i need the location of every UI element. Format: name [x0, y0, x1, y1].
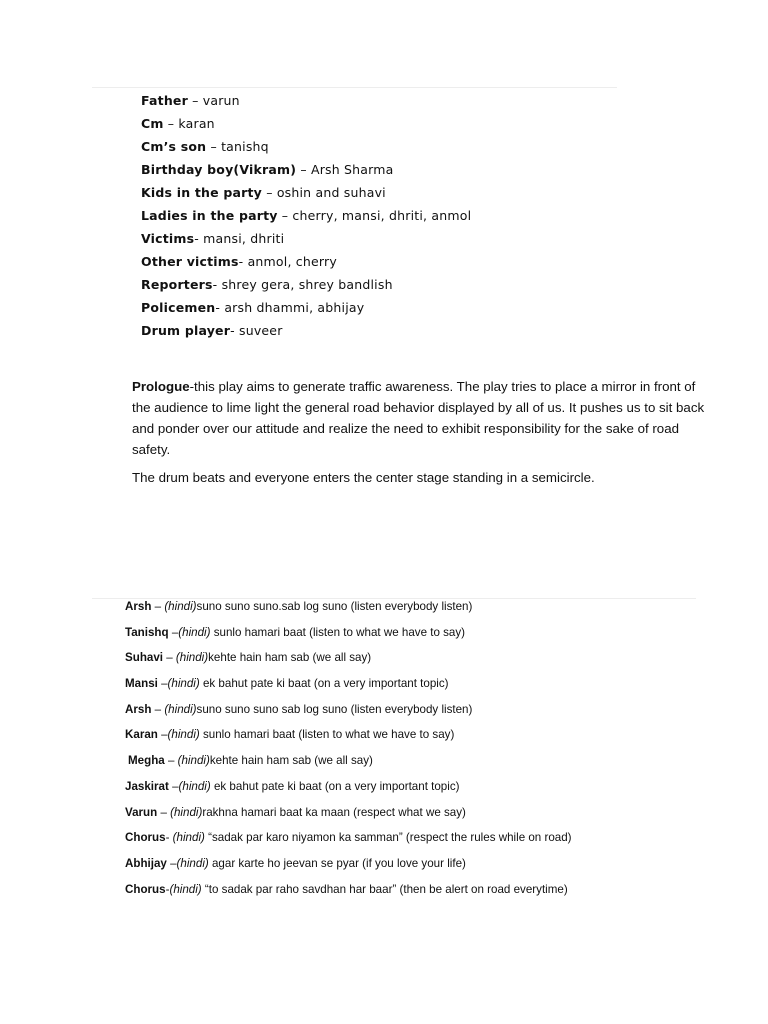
cast-separator: -: [212, 277, 222, 292]
cast-separator: –: [187, 93, 203, 108]
dialogue-separator: –: [157, 677, 168, 691]
language-tag: (hindi): [176, 856, 209, 870]
cast-role: Birthday boy(Vikram): [141, 162, 297, 177]
speaker-name: Chorus: [125, 831, 166, 845]
cast-role: Kids in the party: [141, 185, 263, 200]
cast-actors: oshin and suhavi: [276, 185, 386, 200]
dialogue-text: kehte hain ham sab (we all say): [208, 651, 372, 665]
cast-separator: -: [230, 323, 239, 338]
language-tag: (hindi): [164, 600, 197, 613]
speaker-name: Abhijay: [125, 856, 167, 870]
dialogue-separator: –: [151, 600, 165, 613]
cast-separator: -: [238, 254, 248, 269]
dialogue-line: [125, 673, 572, 699]
cast-item: [141, 319, 471, 342]
speaker-name: Arsh: [125, 702, 152, 716]
cast-role: Drum player: [141, 323, 231, 338]
cast-actors: cherry, mansi, dhriti, anmol: [292, 208, 472, 223]
prologue-text: -this play aims to generate traffic awareness. The play tries to place a mirror in front of the audience to lime light the general road behavior displayed by all of us. It pushes us to sit back and ponder over our attitude and realize the need to exhibit responsibility for the sake of road safety.: [132, 379, 705, 457]
cast-separator: –: [206, 139, 222, 154]
cast-actors: arsh dhammi, abhijay: [224, 300, 365, 315]
cast-item: [141, 296, 471, 319]
dialogue-line: [125, 802, 572, 828]
language-tag: (hindi): [177, 754, 210, 768]
language-tag: (hindi): [172, 831, 205, 845]
cast-actors: mansi, dhriti: [203, 231, 285, 246]
speaker-name: Arsh: [125, 600, 152, 613]
cast-actors: karan: [178, 116, 215, 131]
cast-separator: -: [215, 300, 225, 315]
dialogue-separator: -: [165, 831, 173, 845]
speaker-name: Karan: [125, 728, 158, 742]
dialogue-separator: -: [165, 882, 170, 896]
cast-item: [141, 158, 471, 181]
dialogue-text: suno suno suno sab log suno (listen everybody listen): [196, 702, 473, 716]
language-tag: (hindi): [169, 882, 202, 896]
dialogue-text: rakhna hamari baat ka maan (respect what we say): [202, 805, 466, 819]
cast-separator: –: [296, 162, 311, 177]
dialogue-separator: –: [164, 754, 178, 768]
language-tag: (hindi): [164, 702, 197, 716]
dialogue-text: suno suno suno.sab log suno (listen everybody listen): [196, 600, 473, 613]
dialogue-text: agar karte ho jeevan se pyar (if you love your life): [208, 856, 466, 870]
cast-role: Cm’s son: [141, 139, 207, 154]
cast-actors: tanishq: [221, 139, 269, 154]
speaker-name: Varun: [125, 805, 158, 819]
cast-separator: –: [163, 116, 179, 131]
cast-item: [141, 273, 471, 296]
dialogue-text: sunlo hamari baat (listen to what we have to say): [199, 728, 455, 742]
cast-item: [141, 181, 471, 204]
dialogue-text: “sadak par karo niyamon ka samman” (respect the rules while on road): [204, 831, 572, 845]
cast-role: Policemen: [141, 300, 216, 315]
speaker-name: Megha: [128, 754, 165, 768]
cast-actors: shrey gera, shrey bandlish: [221, 277, 393, 292]
prologue-paragraph: [132, 376, 712, 460]
speaker-name: Chorus: [125, 882, 166, 896]
dialogue-line: [125, 827, 572, 853]
dialogue-line: [125, 853, 572, 879]
dialogue-line: [125, 622, 572, 648]
language-tag: (hindi): [170, 805, 203, 819]
cast-actors: anmol, cherry: [247, 254, 337, 269]
dialogue-separator: –: [166, 856, 177, 870]
cast-item: [141, 112, 471, 135]
dialogue-separator: –: [168, 625, 179, 639]
dialogue-line: [125, 596, 572, 622]
cast-item: [141, 204, 471, 227]
cast-item: [141, 89, 471, 112]
cast-role: Reporters: [141, 277, 213, 292]
speaker-name: Mansi: [125, 677, 158, 691]
dialogue-line: [125, 724, 572, 750]
cast-role: Other victims: [141, 254, 239, 269]
cast-role: Cm: [141, 116, 164, 131]
dialogue-text: sunlo hamari baat (listen to what we have to say): [210, 625, 466, 639]
dialogue-text: kehte hain ham sab (we all say): [209, 754, 373, 768]
speaker-name: Tanishq: [125, 625, 169, 639]
dialogue-list: [125, 596, 572, 904]
dialogue-line: [125, 776, 572, 802]
cast-separator: -: [194, 231, 204, 246]
prologue-heading: Prologue: [132, 379, 190, 394]
dialogue-line: [125, 647, 572, 673]
cast-item: [141, 227, 471, 250]
top-divider: [92, 87, 617, 88]
language-tag: (hindi): [175, 651, 209, 665]
language-tag: (hindi): [167, 728, 200, 742]
cast-role: Father: [141, 93, 188, 108]
dialogue-line: [125, 879, 572, 905]
dialogue-separator: –: [157, 805, 171, 819]
cast-separator: –: [262, 185, 277, 200]
dialogue-separator: –: [151, 702, 165, 716]
stage-direction: The drum beats and everyone enters the center stage standing in a semicircle.: [132, 470, 595, 485]
dialogue-text: ek bahut pate ki baat (on a very important topic): [210, 779, 460, 793]
dialogue-line: [125, 750, 572, 776]
speaker-name: Suhavi: [125, 651, 164, 665]
dialogue-separator: –: [157, 728, 168, 742]
cast-actors: suveer: [238, 323, 283, 338]
dialogue-line: [125, 699, 572, 725]
language-tag: (hindi): [178, 779, 211, 793]
dialogue-text: ek bahut pate ki baat (on a very important topic): [199, 677, 449, 691]
cast-role: Ladies in the party: [141, 208, 278, 223]
cast-actors: varun: [202, 93, 240, 108]
dialogue-separator: –: [168, 779, 179, 793]
cast-role: Victims: [141, 231, 195, 246]
language-tag: (hindi): [178, 625, 211, 639]
cast-item: [141, 135, 471, 158]
cast-actors: Arsh Sharma: [310, 162, 394, 177]
cast-item: [141, 250, 471, 273]
cast-separator: –: [277, 208, 293, 223]
dialogue-text: “to sadak par raho savdhan har baar” (then be alert on road everytime): [201, 882, 568, 896]
cast-list: [141, 89, 471, 342]
speaker-name: Jaskirat: [125, 779, 169, 793]
dialogue-separator: –: [163, 651, 176, 665]
language-tag: (hindi): [167, 677, 200, 691]
